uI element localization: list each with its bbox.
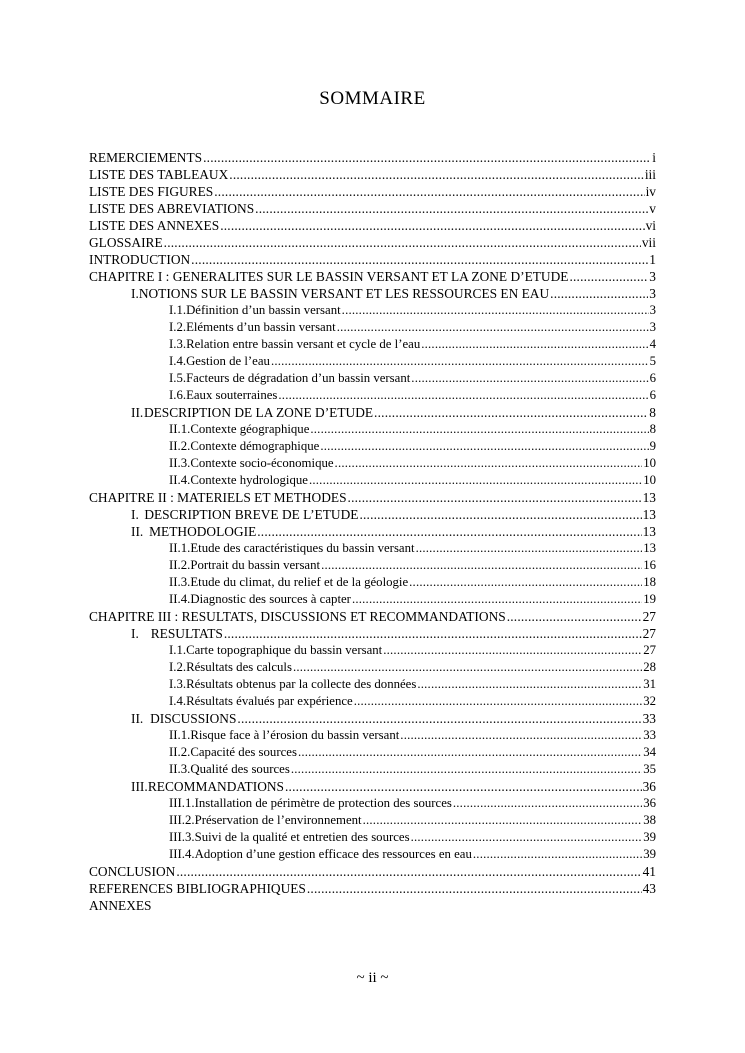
- dot-leader: [416, 540, 643, 557]
- dot-leader: [352, 591, 642, 608]
- toc-entry-label: ANNEXES: [89, 898, 152, 913]
- toc-section[interactable]: [131, 625, 656, 642]
- dot-leader: [285, 778, 642, 795]
- dot-leader: [507, 608, 642, 625]
- table-of-contents: [89, 149, 656, 914]
- dot-leader: [220, 217, 644, 234]
- dot-leader: [309, 472, 642, 489]
- dot-leader: [176, 863, 641, 880]
- toc-subsection[interactable]: [169, 353, 656, 370]
- dot-leader: [257, 523, 641, 540]
- toc-entry-label: RESULTATS: [150, 626, 223, 641]
- toc-entry-label: Etude du climat, du relief et de la géologie: [190, 575, 409, 589]
- toc-entry-page: 3: [649, 286, 656, 301]
- toc-entry-number: I.5.: [169, 371, 187, 385]
- toc-entry-page: 28: [643, 660, 656, 674]
- toc-entry-number: I.: [131, 286, 139, 301]
- toc-entry[interactable]: [89, 863, 656, 880]
- toc-entry-label: Résultats obtenus par la collecte des données: [186, 677, 417, 691]
- dot-leader: [320, 438, 648, 455]
- dot-leader: [255, 200, 648, 217]
- dot-leader: [298, 744, 642, 761]
- toc-entry-label: METHODOLOGIE: [149, 524, 257, 539]
- toc-entry-page: 27: [643, 643, 656, 657]
- toc-entry-page: i: [652, 150, 656, 165]
- toc-entry-label: Préservation de l’environnement: [194, 813, 362, 827]
- toc-entry-number: I.6.: [169, 388, 187, 402]
- toc-subsection[interactable]: [169, 676, 656, 693]
- toc-subsection[interactable]: [169, 540, 656, 557]
- toc-subsection[interactable]: [169, 744, 656, 761]
- dot-leader: [214, 183, 644, 200]
- toc-entry-number: III.: [131, 779, 148, 794]
- toc-entry-page: 19: [643, 592, 656, 606]
- toc-entry-page: 4: [649, 337, 656, 351]
- toc-subsection[interactable]: [169, 302, 656, 319]
- toc-entry-page: 8: [649, 405, 656, 420]
- dot-leader: [348, 489, 642, 506]
- toc-subsection[interactable]: [169, 761, 656, 778]
- toc-entry-page: 10: [643, 456, 656, 470]
- toc-entry-page: 34: [643, 745, 656, 759]
- toc-subsection[interactable]: [169, 829, 656, 846]
- toc-entry-page: 13: [642, 524, 656, 539]
- toc-entry-label: Contexte géographique: [190, 422, 310, 436]
- toc-subsection[interactable]: [169, 438, 656, 455]
- dot-leader: [291, 761, 642, 778]
- dot-leader: [421, 336, 648, 353]
- dot-leader: [400, 727, 642, 744]
- toc-entry[interactable]: [89, 880, 656, 897]
- toc-entry-label: Etude des caractéristiques du bassin versant: [190, 541, 415, 555]
- toc-entry-number: II.1.: [169, 541, 191, 555]
- toc-subsection[interactable]: [169, 574, 656, 591]
- toc-entry-page: 36: [642, 779, 656, 794]
- toc-entry-page: 31: [643, 677, 656, 691]
- toc-entry-page: iii: [644, 167, 656, 182]
- toc-entry-page: 38: [643, 813, 656, 827]
- toc-subsection[interactable]: [169, 557, 656, 574]
- toc-entry-label: LISTE DES ANNEXES: [89, 218, 220, 233]
- toc-entry-number: I.4.: [169, 354, 187, 368]
- toc-entry-page: v: [649, 201, 656, 216]
- toc-subsection[interactable]: [169, 693, 656, 710]
- toc-entry-page: 6: [649, 388, 656, 402]
- toc-entry-label: NOTIONS SUR LE BASSIN VERSANT ET LES RESSOURCES EN EAU: [138, 286, 550, 301]
- toc-entry[interactable]: [89, 183, 656, 200]
- toc-entry-label: CHAPITRE II : MATERIELS ET METHODES: [89, 490, 347, 505]
- toc-entry-label: Facteurs de dégradation d’un bassin versant: [186, 371, 411, 385]
- toc-entry-label: Installation de périmètre de protection des sources: [194, 796, 452, 810]
- toc-entry-page: 43: [642, 881, 656, 896]
- toc-entry-label: Contexte démographique: [190, 439, 320, 453]
- toc-entry-label: Carte topographique du bassin versant: [186, 643, 383, 657]
- toc-entry-label: Capacité des sources: [190, 745, 297, 759]
- dot-leader: [383, 642, 642, 659]
- toc-subsection[interactable]: [169, 795, 656, 812]
- toc-entry-number: II.4.: [169, 473, 191, 487]
- toc-entry[interactable]: [89, 217, 656, 234]
- toc-entry-page: 18: [643, 575, 656, 589]
- toc-section[interactable]: [131, 285, 656, 302]
- toc-entry-label: LISTE DES FIGURES: [89, 184, 214, 199]
- toc-entry-label: Suivi de la qualité et entretien des sources: [194, 830, 410, 844]
- toc-entry-label: Relation entre bassin versant et cycle de l’eau: [186, 337, 421, 351]
- toc-entry-page: vi: [645, 218, 656, 233]
- toc-entry-label: GLOSSAIRE: [89, 235, 163, 250]
- toc-entry-number: I.3.: [169, 337, 187, 351]
- toc-entry-page: 27: [642, 626, 656, 641]
- toc-entry-number: I.1.: [169, 643, 187, 657]
- dot-leader: [374, 404, 648, 421]
- toc-entry-number: II.: [131, 405, 144, 420]
- toc-entry-number: II.1.: [169, 422, 191, 436]
- toc-entry-page: vii: [641, 235, 656, 250]
- dot-leader: [409, 574, 642, 591]
- toc-subsection[interactable]: [169, 455, 656, 472]
- toc-entry-number: I.2.: [169, 320, 187, 334]
- dot-leader: [191, 251, 648, 268]
- toc-entry-page: 36: [643, 796, 656, 810]
- toc-entry-label: Risque face à l’érosion du bassin versant: [190, 728, 400, 742]
- toc-entry-number: I.: [131, 507, 139, 522]
- dot-leader: [237, 710, 641, 727]
- dot-leader: [417, 676, 642, 693]
- toc-entry-page: 5: [649, 354, 656, 368]
- dot-leader: [164, 234, 641, 251]
- toc-entry-page: 32: [643, 694, 656, 708]
- toc-entry-label: DESCRIPTION DE LA ZONE D’ETUDE: [143, 405, 374, 420]
- toc-entry-page: 16: [643, 558, 656, 572]
- toc-section[interactable]: [131, 778, 656, 795]
- dot-leader: [550, 285, 648, 302]
- toc-subsection[interactable]: [169, 370, 656, 387]
- toc-entry-page: 3: [649, 320, 656, 334]
- toc-entry-label: Eléments d’un bassin versant: [186, 320, 336, 334]
- toc-entry-page: 33: [643, 728, 656, 742]
- toc-section[interactable]: [131, 710, 656, 727]
- dot-leader: [321, 557, 642, 574]
- dot-leader: [411, 370, 648, 387]
- toc-entry[interactable]: [89, 149, 656, 166]
- toc-entry-page: 1: [649, 252, 656, 267]
- toc-entry-label: Diagnostic des sources à capter: [190, 592, 351, 606]
- toc-entry-number: I.: [131, 626, 139, 641]
- toc-subsection[interactable]: [169, 336, 656, 353]
- page-title: SOMMAIRE: [319, 88, 426, 109]
- toc-entry-number: I.4.: [169, 694, 187, 708]
- dot-leader: [310, 421, 648, 438]
- toc-entry-label: Gestion de l’eau: [186, 354, 270, 368]
- toc-subsection[interactable]: [169, 472, 656, 489]
- toc-entry[interactable]: [89, 251, 656, 268]
- toc-entry[interactable]: [89, 200, 656, 217]
- page-number-footer: ~ ii ~: [356, 970, 389, 986]
- toc-entry-page: 13: [642, 490, 656, 505]
- toc-entry-label: CHAPITRE I : GENERALITES SUR LE BASSIN VERSANT ET LA ZONE D’ETUDE: [89, 269, 569, 284]
- dot-leader: [335, 455, 643, 472]
- toc-entry-page: 39: [643, 847, 656, 861]
- toc-entry-label: Portrait du bassin versant: [190, 558, 321, 572]
- toc-entry-page: 6: [649, 371, 656, 385]
- toc-entry-number: I.3.: [169, 677, 187, 691]
- toc-entry-number: III.4.: [169, 847, 195, 861]
- toc-subsection[interactable]: [169, 846, 656, 863]
- toc-entry-label: Eaux souterraines: [186, 388, 278, 402]
- toc-entry-page: 27: [642, 609, 656, 624]
- dot-leader: [342, 302, 649, 319]
- dot-leader: [203, 149, 651, 166]
- toc-entry-number: II.4.: [169, 592, 191, 606]
- toc-subsection[interactable]: [169, 812, 656, 829]
- toc-entry-page: 41: [642, 864, 656, 879]
- dot-leader: [307, 880, 642, 897]
- dot-leader: [453, 795, 642, 812]
- toc-entry-page: iv: [645, 184, 656, 199]
- toc-entry-page: 3: [649, 269, 656, 284]
- dot-leader: [569, 268, 648, 285]
- toc-entry-page: 33: [642, 711, 656, 726]
- toc-entry-number: II.3.: [169, 762, 191, 776]
- toc-entry-page: 39: [643, 830, 656, 844]
- toc-entry-number: II.2.: [169, 745, 191, 759]
- toc-entry-label: DISCUSSIONS: [150, 711, 237, 726]
- toc-entry-number: II.2.: [169, 558, 191, 572]
- toc-entry-number: II.3.: [169, 575, 191, 589]
- dot-leader: [411, 829, 643, 846]
- toc-chapter[interactable]: [89, 489, 656, 506]
- toc-entry[interactable]: [89, 234, 656, 251]
- dot-leader: [278, 387, 648, 404]
- toc-entry-label: REFERENCES BIBLIOGRAPHIQUES: [89, 881, 306, 896]
- toc-entry-label: Qualité des sources: [190, 762, 290, 776]
- dot-leader: [359, 506, 641, 523]
- toc-entry-label: Contexte hydrologique: [190, 473, 308, 487]
- toc-entry-label: INTRODUCTION: [89, 252, 191, 267]
- toc-entry-label: Définition d’un bassin versant: [186, 303, 341, 317]
- toc-subsection[interactable]: [169, 319, 656, 336]
- toc-entry-label: DESCRIPTION BREVE DE L’ETUDE: [144, 507, 359, 522]
- dot-leader: [473, 846, 642, 863]
- toc-entry-number: II.: [131, 711, 144, 726]
- toc-entry-label: LISTE DES TABLEAUX: [89, 167, 229, 182]
- toc-entry-number: I.2.: [169, 660, 187, 674]
- toc-entry-number: III.1.: [169, 796, 195, 810]
- toc-entry-page: 9: [649, 439, 656, 453]
- toc-subsection[interactable]: [169, 387, 656, 404]
- toc-chapter[interactable]: [89, 608, 656, 625]
- toc-entry-number: II.1.: [169, 728, 191, 742]
- dot-leader: [229, 166, 644, 183]
- dot-leader: [224, 625, 642, 642]
- toc-entry-label: CONCLUSION: [89, 864, 176, 879]
- toc-subsection[interactable]: [169, 727, 656, 744]
- toc-entry-number: I.1.: [169, 303, 187, 317]
- toc-entry-label: REMERCIEMENTS: [89, 150, 203, 165]
- toc-entry-page: 13: [643, 541, 656, 555]
- toc-section[interactable]: [131, 506, 656, 523]
- toc-entry-page: 35: [643, 762, 656, 776]
- toc-entry-number: II.: [131, 524, 144, 539]
- dot-leader: [293, 659, 642, 676]
- toc-section[interactable]: [131, 523, 656, 540]
- toc-entry-page: 10: [643, 473, 656, 487]
- dot-leader: [271, 353, 649, 370]
- toc-entry-label: Adoption d’une gestion efficace des ressources en eau: [194, 847, 472, 861]
- toc-entry-label: Résultats évalués par expérience: [186, 694, 353, 708]
- toc-subsection[interactable]: [169, 659, 656, 676]
- toc-entry-label: Résultats des calculs: [186, 660, 292, 674]
- dot-leader: [354, 693, 642, 710]
- toc-entry-page: 8: [649, 422, 656, 436]
- toc-section[interactable]: [131, 404, 656, 421]
- toc-entry-number: III.3.: [169, 830, 195, 844]
- toc-entry[interactable]: [89, 166, 656, 183]
- toc-entry-label: RECOMMANDATIONS: [147, 779, 284, 794]
- toc-subsection[interactable]: [169, 421, 656, 438]
- dot-leader: [337, 319, 649, 336]
- toc-entry[interactable]: [89, 897, 656, 914]
- toc-entry-number: III.2.: [169, 813, 195, 827]
- toc-chapter[interactable]: [89, 268, 656, 285]
- toc-entry-label: LISTE DES ABREVIATIONS: [89, 201, 255, 216]
- toc-entry-label: Contexte socio-économique: [190, 456, 334, 470]
- toc-subsection[interactable]: [169, 642, 656, 659]
- toc-entry-page: 3: [649, 303, 656, 317]
- toc-entry-page: 13: [642, 507, 656, 522]
- dot-leader: [363, 812, 643, 829]
- toc-subsection[interactable]: [169, 591, 656, 608]
- toc-entry-label: CHAPITRE III : RESULTATS, DISCUSSIONS ET RECOMMANDATIONS: [89, 609, 506, 624]
- toc-entry-number: II.3.: [169, 456, 191, 470]
- toc-entry-number: II.2.: [169, 439, 191, 453]
